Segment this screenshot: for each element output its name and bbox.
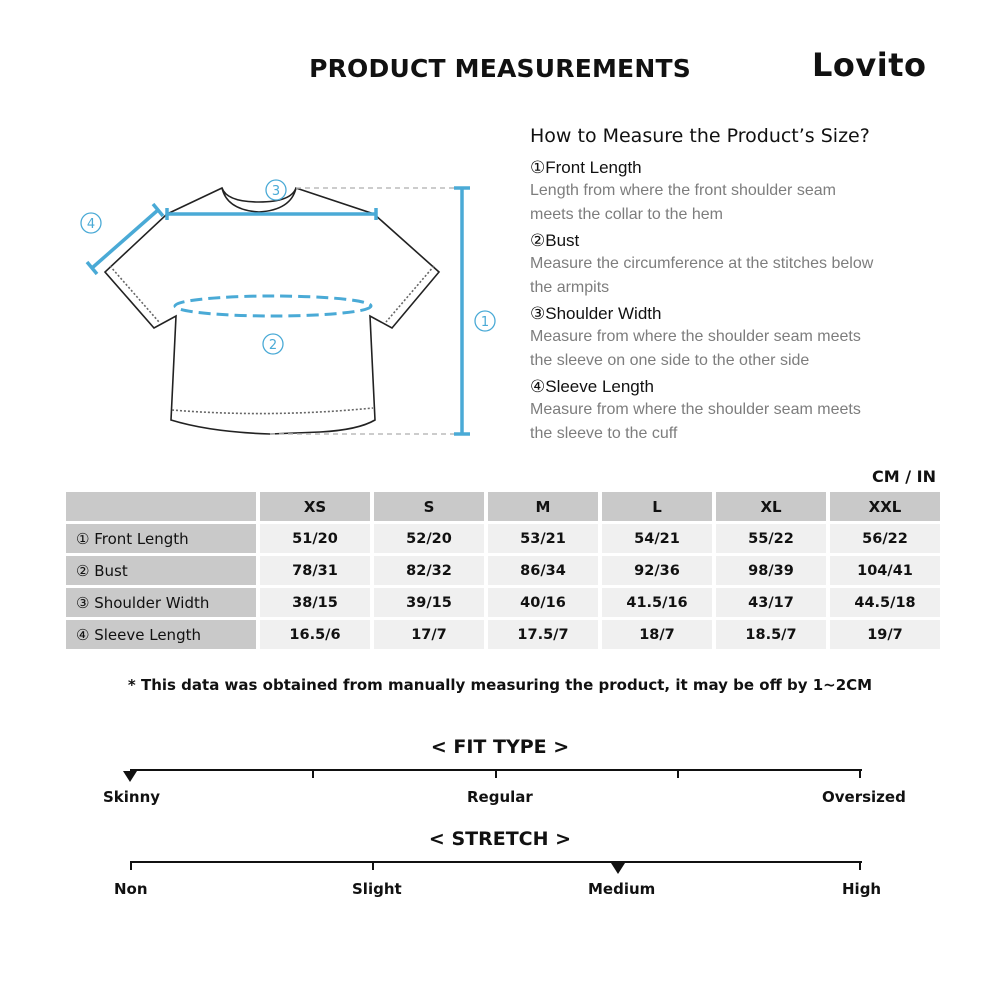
guide-item-name: ①Front Length bbox=[530, 158, 642, 177]
table-cell: 18/7 bbox=[602, 620, 712, 649]
stretch-label: High bbox=[842, 880, 882, 898]
front-length-measure bbox=[454, 188, 470, 434]
guide-item-bust bbox=[530, 230, 950, 299]
table-corner bbox=[66, 492, 256, 521]
guide-item-desc: meets the collar to the hem bbox=[530, 205, 723, 223]
table-cell: 55/22 bbox=[716, 524, 826, 553]
svg-text:2: 2 bbox=[268, 338, 278, 353]
stretch-tick bbox=[130, 861, 132, 870]
table-cell: 56/22 bbox=[830, 524, 940, 553]
table-cell: 78/31 bbox=[260, 556, 370, 585]
stretch-label: Slight bbox=[352, 880, 402, 898]
table-cell: 52/20 bbox=[374, 524, 484, 553]
table-row bbox=[66, 588, 940, 617]
table-cell: 104/41 bbox=[830, 556, 940, 585]
guide-item-desc: the armpits bbox=[530, 278, 610, 296]
guide-item-desc: Measure the circumference at the stitches below bbox=[530, 255, 874, 272]
fit-type-title: < FIT TYPE > bbox=[430, 736, 570, 758]
table-cell: 18.5/7 bbox=[716, 620, 826, 649]
stretch-title: < STRETCH > bbox=[428, 828, 572, 850]
table-row bbox=[66, 556, 940, 585]
bust-measure bbox=[175, 296, 371, 316]
size-header: L bbox=[602, 492, 712, 521]
unit-label: CM / IN bbox=[872, 467, 936, 486]
table-cell: 51/20 bbox=[260, 524, 370, 553]
guide-item-front-length bbox=[530, 157, 950, 226]
measure-guide bbox=[530, 125, 950, 449]
guide-title: How to Measure the Product’s Size? bbox=[530, 125, 870, 147]
size-table bbox=[62, 489, 944, 652]
size-header-row bbox=[66, 492, 940, 521]
table-cell: 92/36 bbox=[602, 556, 712, 585]
fit-type-tick bbox=[495, 769, 497, 778]
row-label: ③ Shoulder Width bbox=[66, 588, 256, 617]
stretch-label: Non bbox=[114, 880, 148, 898]
stretch-tick bbox=[859, 861, 861, 870]
stretch-label: Medium bbox=[588, 880, 656, 898]
guide-item-name: ②Bust bbox=[530, 231, 580, 250]
size-header: S bbox=[374, 492, 484, 521]
brand-logo: Lovito bbox=[812, 46, 927, 84]
stretch-selected-marker-icon bbox=[611, 863, 625, 874]
measurement-note: * This data was obtained from manually measuring the product, it may be off by 1~2CM bbox=[127, 676, 873, 694]
row-label: ④ Sleeve Length bbox=[66, 620, 256, 649]
guide-item-name: ③Shoulder Width bbox=[530, 304, 662, 323]
guide-item-desc: Measure from where the shoulder seam meets bbox=[530, 328, 861, 345]
table-row bbox=[66, 524, 940, 553]
fit-type-tick bbox=[859, 769, 861, 778]
table-cell: 17/7 bbox=[374, 620, 484, 649]
table-cell: 44.5/18 bbox=[830, 588, 940, 617]
fit-type-label: Regular bbox=[467, 788, 533, 806]
svg-text:1: 1 bbox=[480, 315, 490, 330]
svg-text:4: 4 bbox=[86, 217, 96, 232]
size-header: XL bbox=[716, 492, 826, 521]
table-cell: 53/21 bbox=[488, 524, 598, 553]
table-cell: 98/39 bbox=[716, 556, 826, 585]
table-cell: 38/15 bbox=[260, 588, 370, 617]
tshirt-outline bbox=[105, 188, 439, 434]
stretch-tick bbox=[372, 861, 374, 870]
table-cell: 86/34 bbox=[488, 556, 598, 585]
guide-item-desc: the sleeve on one side to the other side bbox=[530, 351, 810, 369]
table-cell: 19/7 bbox=[830, 620, 940, 649]
stretch-axis bbox=[130, 861, 862, 863]
fit-type-tick bbox=[312, 769, 314, 778]
table-cell: 40/16 bbox=[488, 588, 598, 617]
tshirt-diagram bbox=[70, 170, 510, 450]
fit-type-selected-marker-icon bbox=[123, 771, 137, 782]
fit-type-label: Skinny bbox=[103, 788, 161, 806]
table-cell: 16.5/6 bbox=[260, 620, 370, 649]
size-header: XXL bbox=[830, 492, 940, 521]
table-cell: 54/21 bbox=[602, 524, 712, 553]
table-cell: 43/17 bbox=[716, 588, 826, 617]
size-header: M bbox=[488, 492, 598, 521]
table-cell: 17.5/7 bbox=[488, 620, 598, 649]
table-cell: 82/32 bbox=[374, 556, 484, 585]
fit-type-label: Oversized bbox=[822, 788, 906, 806]
size-header: XS bbox=[260, 492, 370, 521]
guide-item-sleeve-length bbox=[530, 376, 950, 445]
sleeve-length-measure bbox=[87, 204, 163, 274]
guide-item-desc: Measure from where the shoulder seam meets bbox=[530, 401, 861, 418]
fit-type-tick bbox=[677, 769, 679, 778]
guide-item-shoulder-width bbox=[530, 303, 950, 372]
guide-item-desc: Length from where the front shoulder seam bbox=[530, 182, 836, 199]
guide-item-desc: the sleeve to the cuff bbox=[530, 424, 678, 442]
table-cell: 41.5/16 bbox=[602, 588, 712, 617]
row-label: ② Bust bbox=[66, 556, 256, 585]
table-row bbox=[66, 620, 940, 649]
table-cell: 39/15 bbox=[374, 588, 484, 617]
svg-text:3: 3 bbox=[271, 184, 281, 199]
page-title: PRODUCT MEASUREMENTS bbox=[309, 54, 691, 83]
row-label: ① Front Length bbox=[66, 524, 256, 553]
guide-item-name: ④Sleeve Length bbox=[530, 377, 654, 396]
